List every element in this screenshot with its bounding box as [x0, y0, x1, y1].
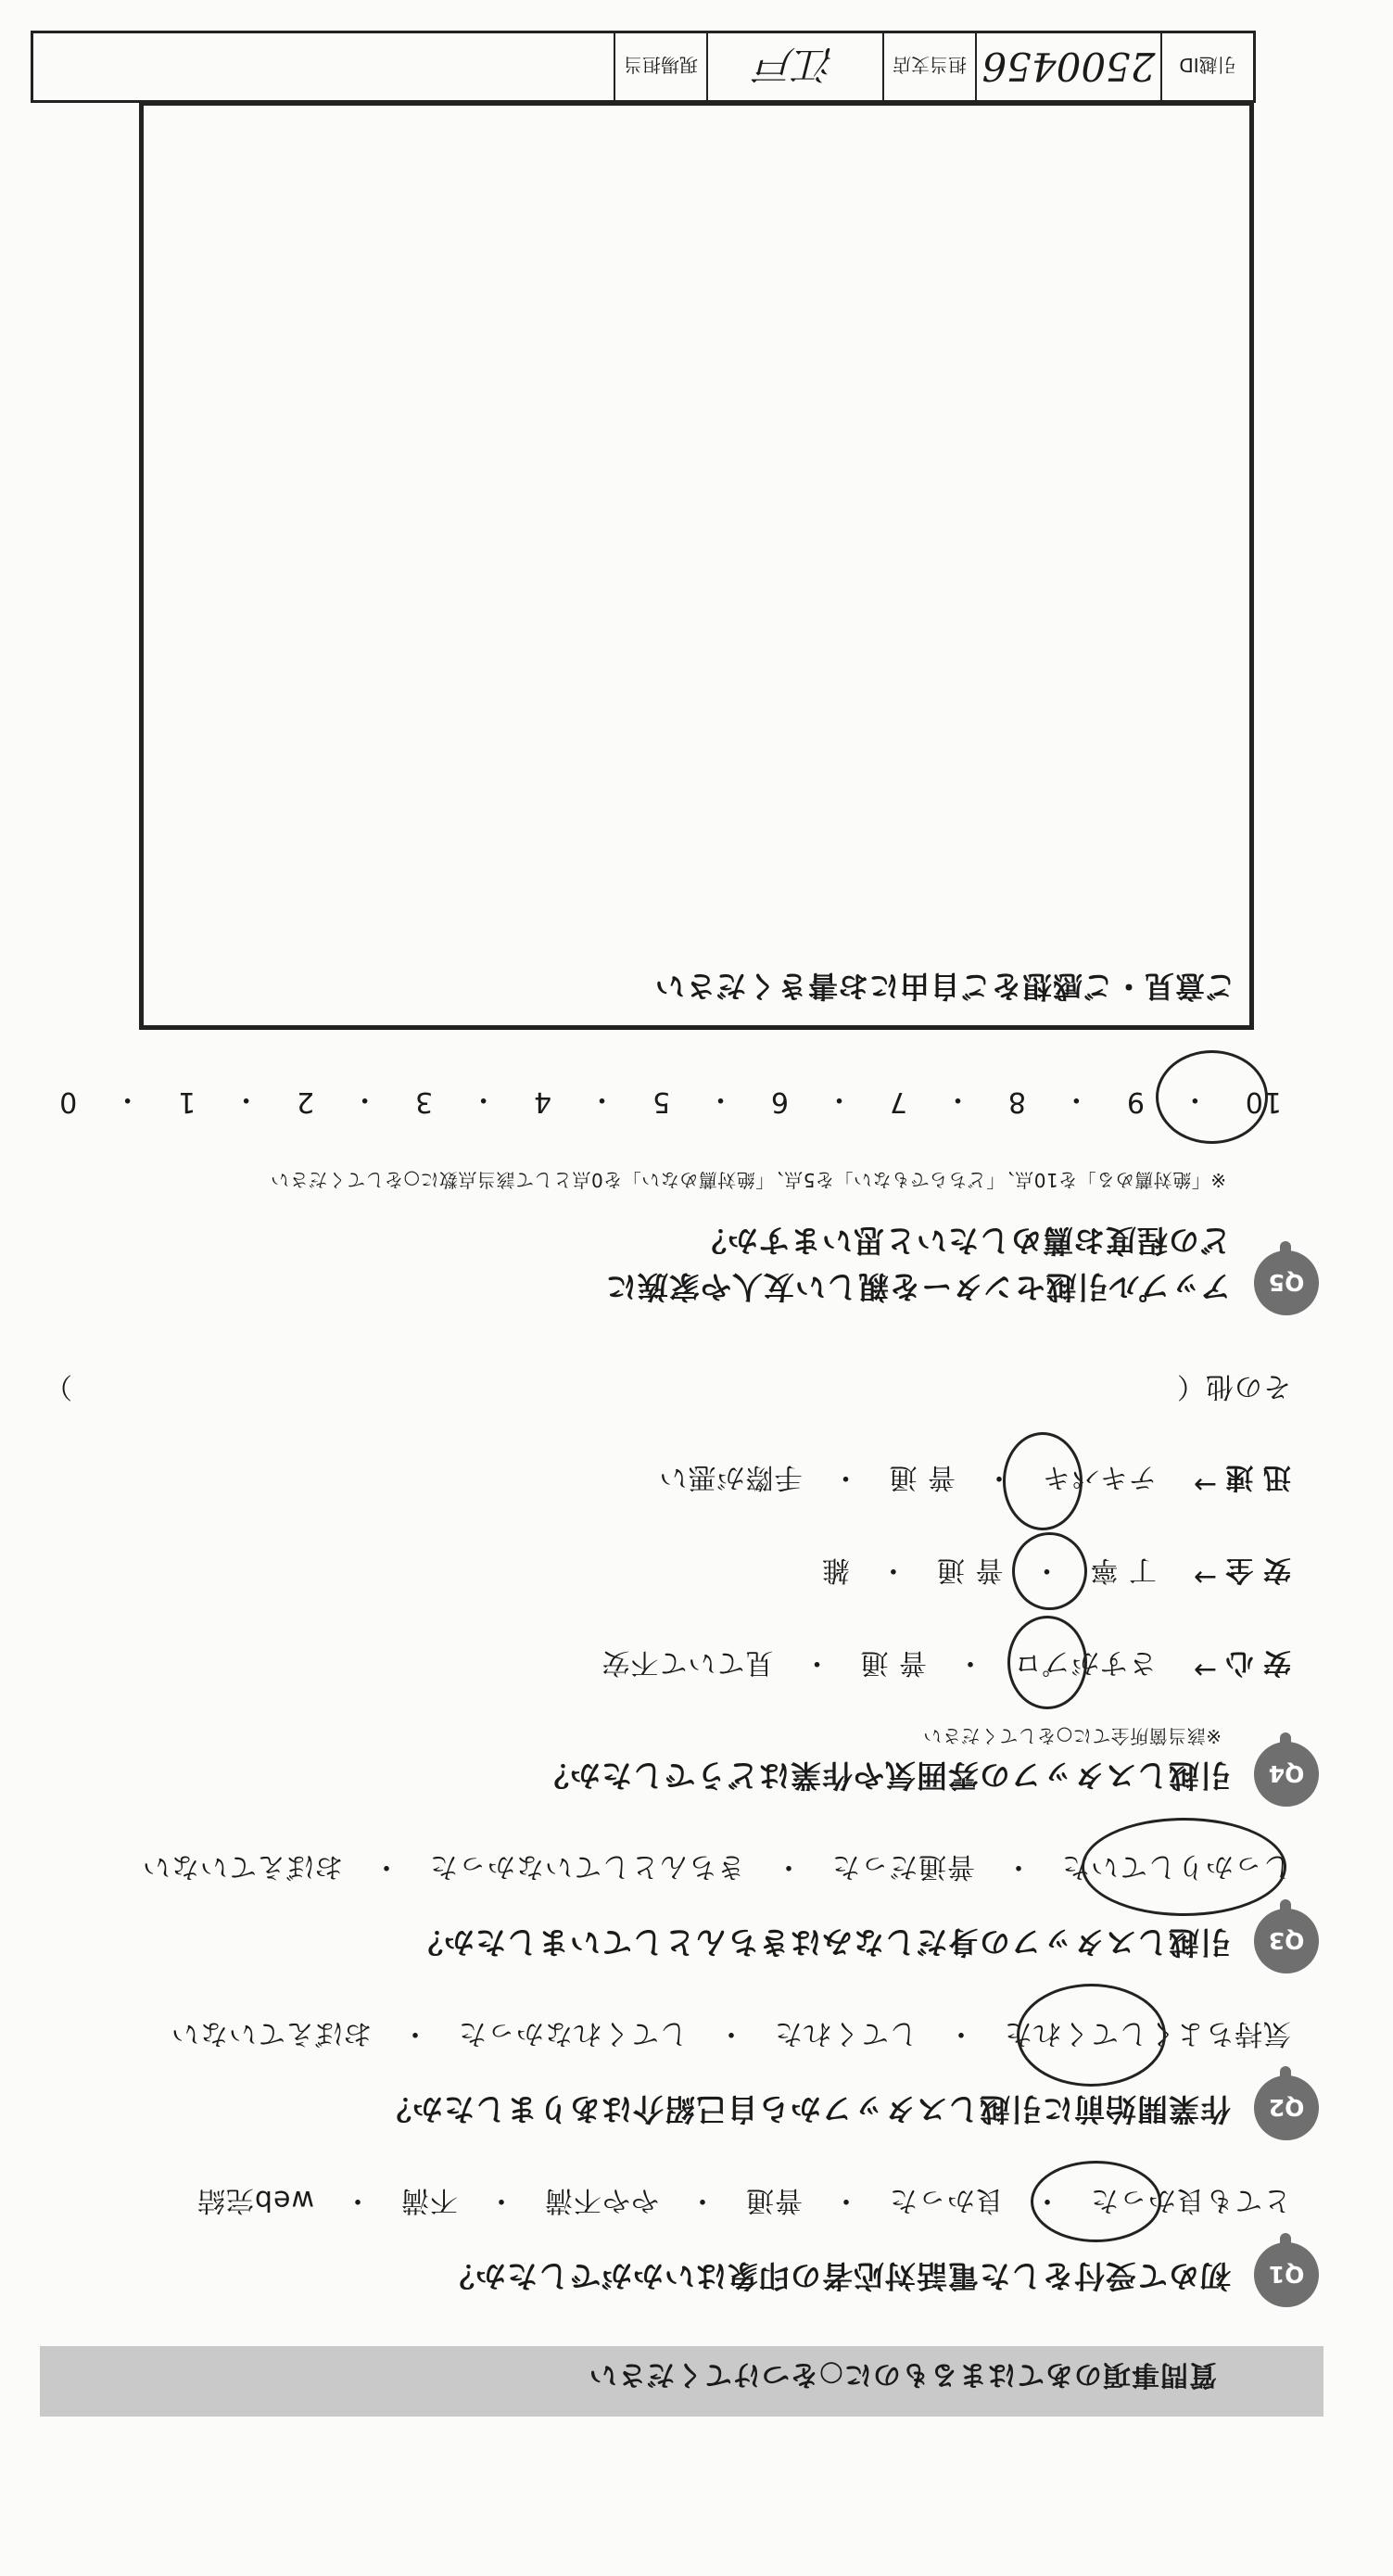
q5-score-0[interactable]: 0 — [58, 1085, 78, 1119]
footer-table — [31, 31, 1256, 103]
comments-box[interactable] — [139, 101, 1254, 1030]
q4-row-jinsoku-options[interactable]: テキパキ ・ 普 通 ・ 手際が悪い — [658, 1461, 1157, 1493]
q5-badge: Q5 — [1254, 1250, 1319, 1315]
q4-row-anshin-options[interactable]: さすがプロ ・ 普 通 ・ 見ていて不安 — [601, 1646, 1157, 1679]
q4-row-jinsoku-arrow: → — [1193, 1468, 1217, 1501]
q2-options[interactable]: 気持ちよくしてくれた ・ してくれた ・ してくれなかった ・ おぼえていない — [171, 2017, 1291, 2049]
q1-answer-circle — [1031, 2161, 1161, 2242]
q5-score-10[interactable]: 10 — [1244, 1085, 1282, 1119]
q5-score-4[interactable]: 4 — [533, 1085, 552, 1119]
q5-score-5[interactable]: 5 — [651, 1085, 671, 1119]
q5-score-6[interactable]: 6 — [769, 1085, 790, 1119]
q4-row-anshin-label: 安 心 — [1225, 1646, 1291, 1679]
q1-options[interactable]: とても良かった ・ 良かった ・ 普通 ・ やや不満 ・ 不満 ・ web完結 — [196, 2184, 1291, 2216]
q1-question: 初めて受付をした電話対応者の印象はいかがでしたか？ — [443, 2258, 1231, 2294]
q4-row-anshin-arrow: → — [1193, 1654, 1217, 1686]
q3-badge: Q3 — [1254, 1909, 1319, 1973]
q2-answer-circle — [1017, 1984, 1166, 2087]
q5-question-line1: アップル引越センターを親しい友人や家族に — [604, 1269, 1231, 1305]
q2-question: 作業開始前に引越しスタッフから自己紹介はありましたか？ — [380, 2091, 1231, 2127]
q5-score-2[interactable]: 2 — [296, 1085, 315, 1119]
q4-badge: Q4 — [1254, 1742, 1319, 1807]
footer-manager-value[interactable] — [33, 33, 614, 100]
q4-other-close: ） — [44, 1370, 72, 1402]
footer-manager-label: 現場担当 — [614, 33, 706, 100]
q4-question: 引越しスタッフの雰囲気や作業はどうでしたか？ — [538, 1758, 1231, 1794]
q4-row-jinsoku-label: 迅 速 — [1225, 1461, 1291, 1493]
q5-score-scale: 10 ・ 9 ・ 8 ・ 7 ・ 6 ・ 5 ・ 4 ・ 3 ・ 2 ・ 1 ・ 0 — [58, 1083, 1282, 1119]
q3-answer-circle — [1082, 1818, 1286, 1916]
q4-row-jinsoku-circle — [1003, 1432, 1083, 1530]
q5-score-3[interactable]: 3 — [414, 1085, 434, 1119]
q5-question-line2: どの程度お薦めしたいと思いますか？ — [695, 1223, 1231, 1259]
q5-answer-circle — [1156, 1050, 1268, 1144]
q4-row-anzen-circle — [1012, 1532, 1087, 1610]
q4-other-label: その他（ — [1176, 1370, 1291, 1402]
footer-id-label: 引越ID — [1160, 33, 1253, 100]
footer-branch-label: 担当支店 — [882, 33, 975, 100]
q4-row-anzen-options[interactable]: 丁 寧 ・ 普 通 ・ 雑 — [820, 1554, 1157, 1586]
footer-id-value: 2500456 — [975, 33, 1160, 100]
q5-score-8[interactable]: 8 — [1007, 1085, 1026, 1119]
q5-note: ※「絶対薦める」を10点、「どちらでもない」を5点、「絶対薦めない」を0点として該当点数に○をしてください — [270, 1169, 1226, 1191]
q1-badge: Q1 — [1254, 2242, 1319, 2307]
footer-branch-value: 江戸 — [706, 33, 882, 100]
q3-options[interactable]: しっかりしていた ・ 普通だった ・ きちんとしていなかった ・ おぼえていない — [142, 1850, 1291, 1883]
instruction-text: 質問事項のあてはまるものに○をつけてください — [588, 2358, 1217, 2391]
q4-row-anzen-arrow: → — [1193, 1561, 1217, 1593]
q2-badge: Q2 — [1254, 2075, 1319, 2140]
q5-score-7[interactable]: 7 — [888, 1085, 907, 1119]
q4-row-anshin-circle — [1007, 1616, 1087, 1709]
q3-question: 引越しスタッフの身だしなみはきちんとしていましたか？ — [412, 1924, 1231, 1961]
comments-label: ご意見・ご感想をご自由にお書きください — [653, 969, 1235, 1004]
q4-row-anzen-label: 安 全 — [1225, 1554, 1291, 1586]
q5-score-1[interactable]: 1 — [177, 1085, 196, 1119]
q5-score-9[interactable]: 9 — [1125, 1085, 1145, 1119]
q4-note: ※該当箇所全てに○をしてください — [922, 1725, 1222, 1747]
